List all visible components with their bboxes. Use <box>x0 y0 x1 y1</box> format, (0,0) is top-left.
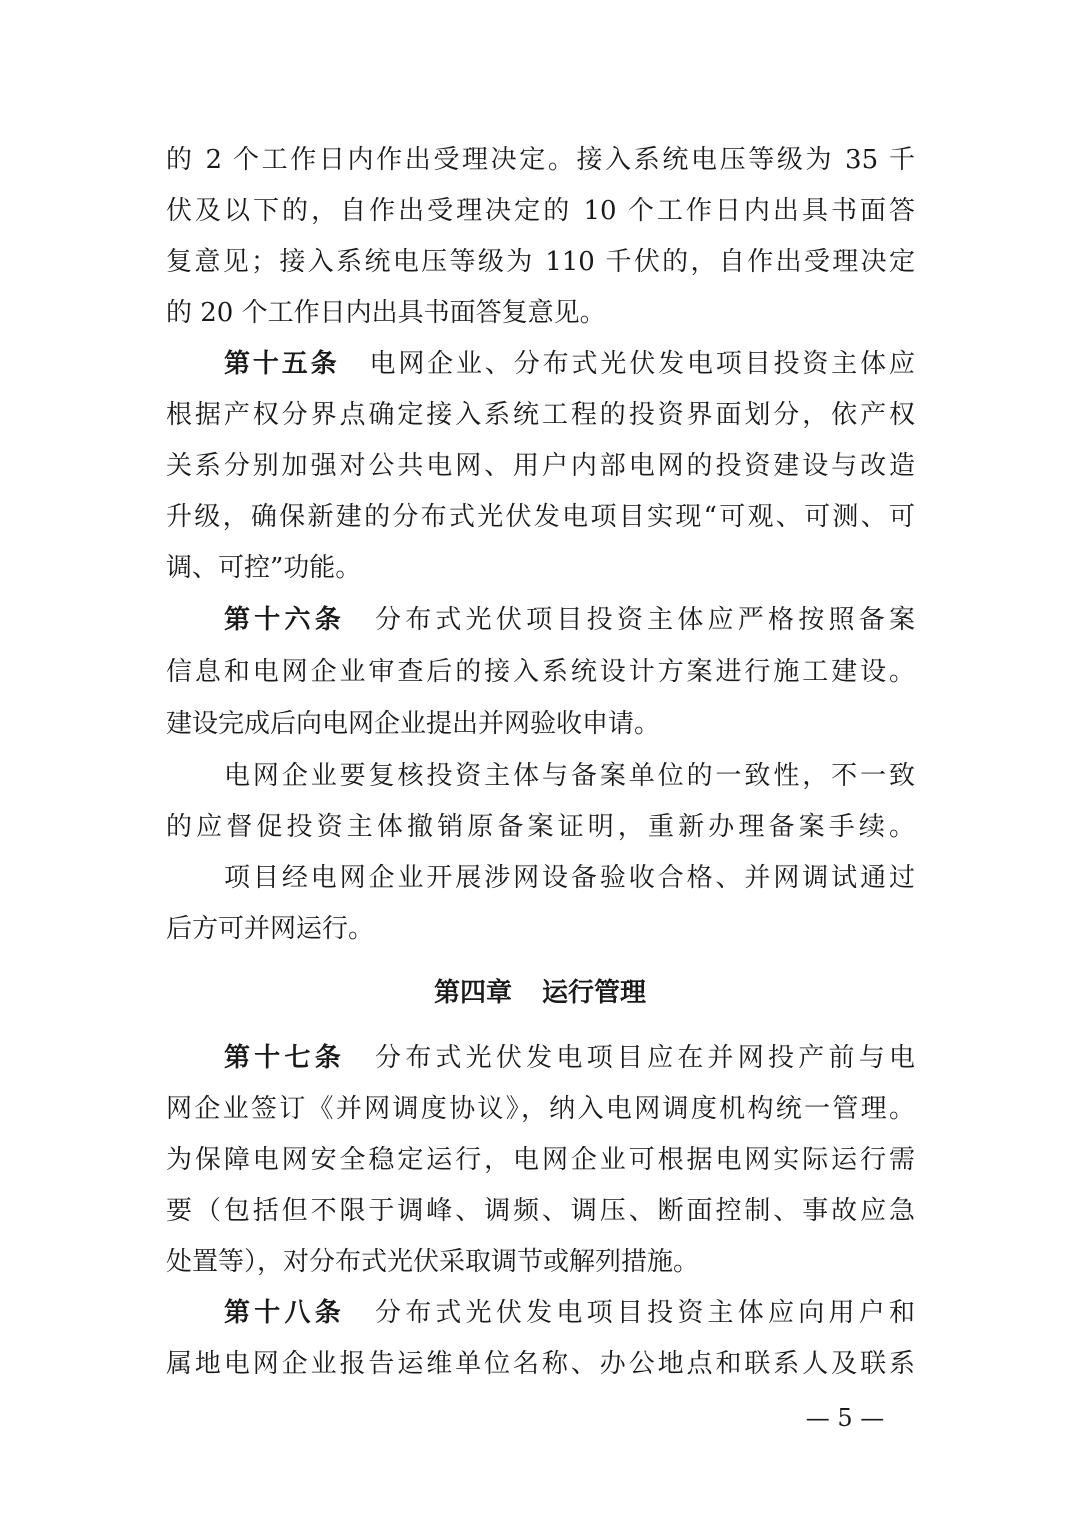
text-line: 电网企业要复核投资主体与备案单位的一致性，不一致 <box>224 761 915 791</box>
article-18-first-line <box>224 1295 915 1331</box>
text-line: 的 20 个工作日内出具书面答复意见。 <box>166 298 606 328</box>
text-line: 信息和电网企业审查后的接入系统设计方案进行施工建设。 <box>166 657 915 687</box>
text-line: 项目经电网企业开展涉网设备验收合格、并网调试通过 <box>224 863 915 893</box>
text: 分布式光伏项目投资主体应严格按照备案 <box>374 605 915 635</box>
text-line: 复意见；接入系统电压等级为 110 千伏的，自作出受理决定 <box>166 247 915 277</box>
text-line: 根据产权分界点确定接入系统工程的投资界面划分，依产权 <box>166 400 915 430</box>
text-line: 属地电网企业报告运维单位名称、办公地点和联系人及联系 <box>166 1349 915 1379</box>
article-label: 第十七条 <box>224 1043 345 1073</box>
article-label: 第十六条 <box>224 605 345 635</box>
text-line: 调、可控”功能。 <box>166 553 362 583</box>
article-16-first-line <box>224 602 915 638</box>
text-line: 后方可并网运行。 <box>166 914 375 944</box>
text-line: 网企业签订《并网调度协议》，纳入电网调度机构统一管理。 <box>166 1094 915 1124</box>
text-line: 处置等），对分布式光伏采取调节或解列措施。 <box>166 1247 700 1277</box>
text-line: 的 2 个工作日内作出受理决定。接入系统电压等级为 35 千 <box>166 145 915 175</box>
chapter-number: 第四章 <box>433 978 512 1008</box>
text-line: 要（包括但不限于调峰、调频、调压、断面控制、事故应急 <box>166 1196 915 1226</box>
text: 分布式光伏发电项目应在并网投产前与电 <box>374 1043 915 1073</box>
text-line: 建设完成后向电网企业提出并网验收申请。 <box>166 709 661 739</box>
text-line: 升级，确保新建的分布式光伏发电项目实现“可观、可测、可 <box>166 502 915 532</box>
article-label: 第十五条 <box>224 349 340 379</box>
article-label: 第十八条 <box>224 1298 345 1328</box>
page-number: — 5 — <box>805 1404 885 1432</box>
text: 分布式光伏发电项目投资主体应向用户和 <box>374 1298 915 1328</box>
chapter-title: 运行管理 <box>542 978 647 1008</box>
article-17-first-line <box>224 1040 915 1076</box>
text-line: 伏及以下的，自作出受理决定的 10 个工作日内出具书面答 <box>166 196 915 226</box>
text-line: 的应督促投资主体撤销原备案证明，重新办理备案手续。 <box>166 812 915 842</box>
text-line: 关系分别加强对公共电网、用户内部电网的投资建设与改造 <box>166 451 915 481</box>
article-15-first-line <box>224 346 915 382</box>
chapter-heading <box>0 975 1080 1011</box>
text: 电网企业、分布式光伏发电项目投资主体应 <box>369 349 915 379</box>
text-line: 为保障电网安全稳定运行，电网企业可根据电网实际运行需 <box>166 1145 915 1175</box>
